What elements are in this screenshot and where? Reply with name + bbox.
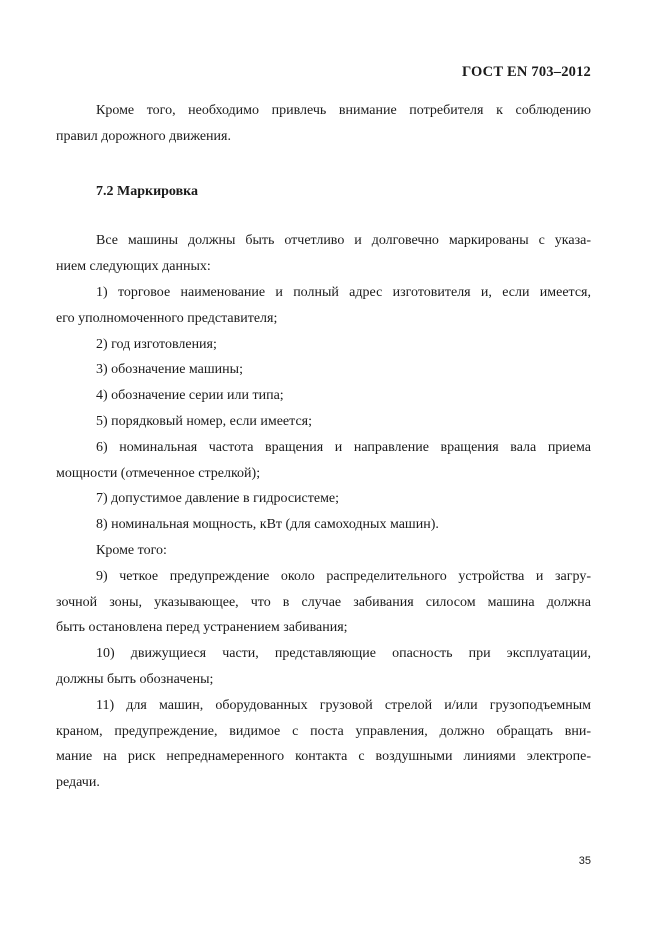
list-item-2: 2) год изготовления; — [96, 336, 217, 352]
list-item-9 — [56, 564, 591, 641]
text-line: Все машины должны быть отчетливо и долговечно маркированы с указа- — [96, 233, 591, 249]
text-line: 9) четкое предупреждение около распределительного устройства и загру- — [96, 568, 591, 584]
list-item-7: 7) допустимое давление в гидросистеме; — [96, 491, 340, 507]
text-line: мание на риск непреднамеренного контакта с воздушными линиями электропе- — [56, 749, 591, 765]
text-line: зочной зоны, указывающее, что в случае забивания силосом машина должна — [56, 594, 591, 610]
standard-designation: ГОСТ EN 703–2012 — [461, 64, 591, 80]
page-content — [56, 98, 591, 796]
list-item-10 — [56, 641, 591, 693]
text-line: правил дорожного движения. — [56, 128, 231, 144]
text-line: быть остановлена перед устранением забивания; — [56, 620, 348, 636]
text-line: 10) движущиеся части, представляющие опасность при эксплуатации, — [96, 646, 591, 662]
list-item-6 — [56, 435, 591, 487]
text-line: Кроме того, необходимо привлечь внимание потребителя к соблюдению — [96, 103, 591, 118]
text-line: нием следующих данных: — [56, 259, 211, 275]
list-item-1 — [56, 280, 591, 332]
text-line: 6) номинальная частота вращения и направление вращения вала приема — [96, 439, 591, 455]
text-line: редачи. — [56, 775, 100, 791]
list-item-4: 4) обозначение серии или типа; — [96, 388, 284, 404]
lead-paragraph — [56, 228, 591, 280]
text-line: должны быть обозначены; — [56, 671, 214, 687]
page-number: 35 — [578, 855, 591, 867]
section-heading: 7.2 Маркировка — [96, 183, 198, 199]
text-line: 11) для машин, оборудованных грузовой стрелой и/или грузоподъемным — [96, 697, 591, 713]
text-line: его уполномоченного представителя; — [56, 310, 278, 326]
text-line: 1) торговое наименование и полный адрес изготовителя и, если имеется, — [96, 284, 591, 300]
text-line: мощности (отмеченное стрелкой); — [56, 465, 261, 481]
list-item-11 — [56, 693, 591, 796]
text-line: краном, предупреждение, видимое с поста управления, должно обращать вни- — [56, 723, 591, 739]
list-item-3: 3) обозначение машины; — [96, 362, 243, 378]
list-item-5: 5) порядковый номер, если имеется; — [96, 413, 312, 429]
list-item-8: 8) номинальная мощность, кВт (для самоходных машин). — [96, 517, 439, 533]
intro-paragraph — [56, 98, 591, 150]
besides-paragraph: Кроме того: — [96, 542, 167, 558]
